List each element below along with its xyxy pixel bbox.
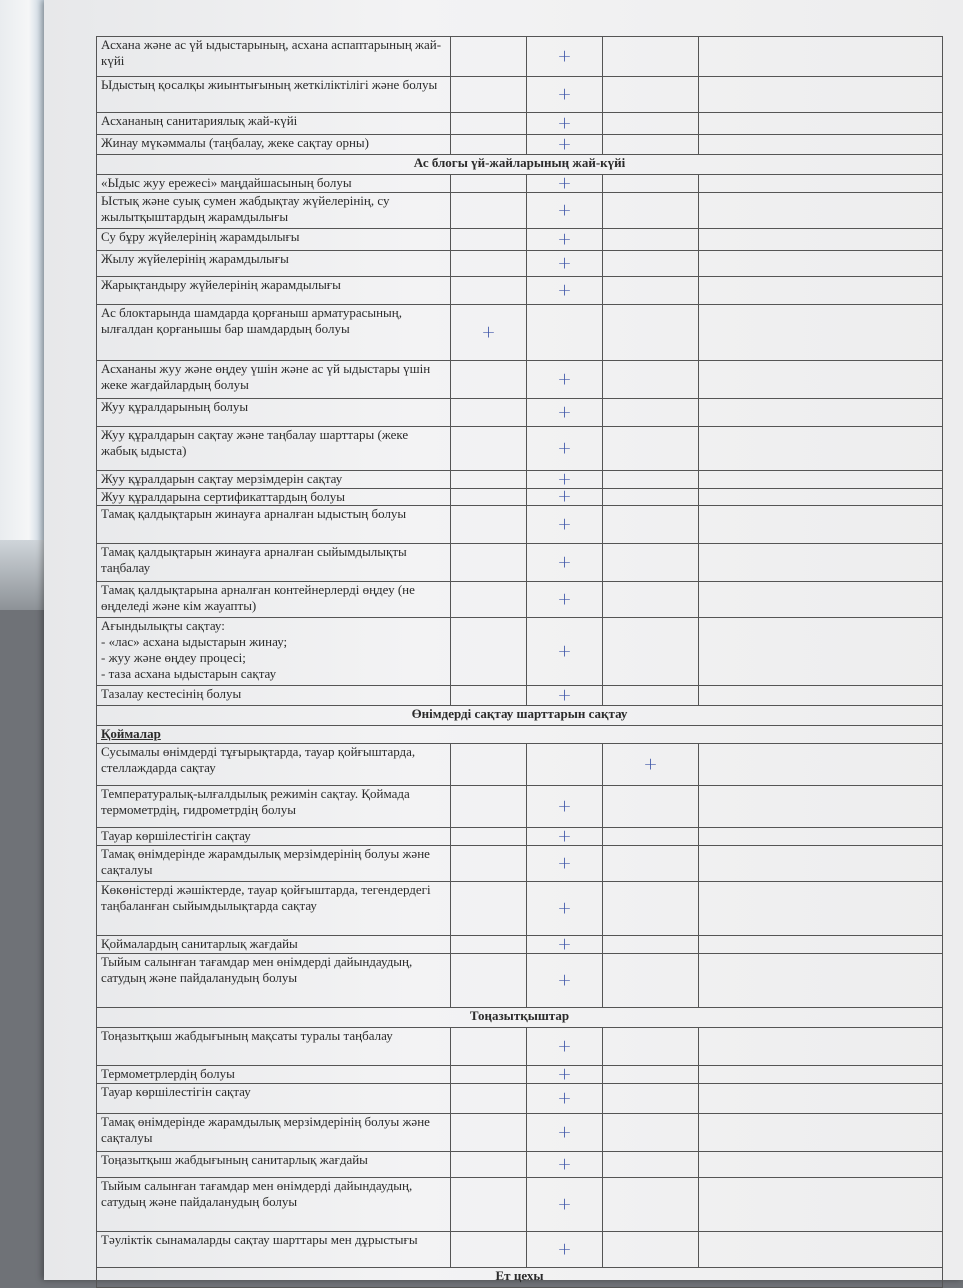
checklist-row xyxy=(97,229,943,251)
handwritten-plus-mark: + xyxy=(557,46,572,66)
criterion-text: Тоңазытқыш жабдығының санитарлық жағдайы xyxy=(97,1152,451,1178)
checklist-row xyxy=(97,113,943,135)
answer-cell xyxy=(527,618,603,686)
answer-cell xyxy=(451,882,527,936)
answer-cell xyxy=(451,361,527,399)
handwritten-plus-mark: + xyxy=(557,826,572,846)
answer-cell xyxy=(603,1084,699,1114)
answer-cell xyxy=(603,828,699,846)
answer-cell xyxy=(699,77,943,113)
answer-cell xyxy=(527,1028,603,1066)
answer-cell xyxy=(603,1232,699,1268)
handwritten-plus-mark: + xyxy=(557,1122,572,1142)
answer-cell xyxy=(527,37,603,77)
handwritten-plus-mark: + xyxy=(557,898,572,918)
answer-cell xyxy=(451,305,527,361)
answer-cell xyxy=(699,846,943,882)
answer-cell xyxy=(603,135,699,155)
answer-cell xyxy=(527,135,603,155)
criterion-text: Ағындылықты сақтау: - «лас» асхана ыдыстарын жинау; - жуу және өңдеу процесі; - таза асхана ыдыстарын сақтау xyxy=(97,618,451,686)
checklist-row xyxy=(97,544,943,582)
criterion-text: Ыдыстың қосалқы жиынтығының жеткіліктілігі және болуы xyxy=(97,77,451,113)
handwritten-plus-mark: + xyxy=(557,469,572,489)
answer-cell xyxy=(603,37,699,77)
criterion-text: Жуу құралдарын сақтау мерзімдерін сақтау xyxy=(97,471,451,489)
folder-edge xyxy=(0,540,48,610)
checklist-row xyxy=(97,193,943,229)
answer-cell xyxy=(603,361,699,399)
answer-cell xyxy=(527,1084,603,1114)
checklist-row xyxy=(97,471,943,489)
section-title: Тоңазытқыштар xyxy=(97,1008,943,1028)
answer-cell xyxy=(527,846,603,882)
checklist-row xyxy=(97,37,943,77)
answer-cell xyxy=(451,936,527,954)
handwritten-plus-mark: + xyxy=(557,113,572,133)
handwritten-plus-mark: + xyxy=(557,685,572,705)
answer-cell xyxy=(451,489,527,506)
checklist-row xyxy=(97,361,943,399)
answer-cell xyxy=(603,251,699,277)
section-title: Ас блогы үй-жайларының жай-күйі xyxy=(97,155,943,175)
section-header-row xyxy=(97,706,943,726)
handwritten-plus-mark: + xyxy=(557,402,572,422)
checklist-row xyxy=(97,618,943,686)
answer-cell xyxy=(699,193,943,229)
answer-cell xyxy=(603,1114,699,1152)
criterion-text: Жуу құралдарының болуы xyxy=(97,399,451,427)
answer-cell xyxy=(603,544,699,582)
checklist-row xyxy=(97,846,943,882)
checklist-row xyxy=(97,77,943,113)
criterion-text: Жинау мүкәммалы (таңбалау, жеке сақтау орны) xyxy=(97,135,451,155)
checklist-sheet xyxy=(44,0,963,1283)
criterion-text: Тамақ өнімдерінде жарамдылық мерзімдерінің болуы және сақталуы xyxy=(97,846,451,882)
answer-cell xyxy=(699,361,943,399)
answer-cell xyxy=(603,506,699,544)
handwritten-plus-mark: + xyxy=(557,438,572,458)
answer-cell xyxy=(699,277,943,305)
answer-cell xyxy=(603,686,699,706)
answer-cell xyxy=(451,686,527,706)
answer-cell xyxy=(527,954,603,1008)
answer-cell xyxy=(699,506,943,544)
checklist-row xyxy=(97,399,943,427)
handwritten-plus-mark: + xyxy=(643,754,658,774)
criterion-text: Тамақ өнімдерінде жарамдылық мерзімдерінің болуы және сақталуы xyxy=(97,1114,451,1152)
answer-cell xyxy=(451,175,527,193)
answer-cell xyxy=(603,786,699,828)
handwritten-plus-mark: + xyxy=(557,641,572,661)
answer-cell xyxy=(603,77,699,113)
handwritten-plus-mark: + xyxy=(557,229,572,249)
handwritten-plus-mark: + xyxy=(557,514,572,534)
criterion-text: Көкөністерді жәшіктерде, тауар қойғыштарда, тегендердегі таңбаланған сыйымдылықтарда сақтау xyxy=(97,882,451,936)
handwritten-plus-mark: + xyxy=(557,1239,572,1259)
answer-cell xyxy=(699,1178,943,1232)
checklist-row xyxy=(97,1084,943,1114)
answer-cell xyxy=(527,744,603,786)
checklist-row xyxy=(97,1232,943,1268)
answer-cell xyxy=(699,618,943,686)
answer-cell xyxy=(527,828,603,846)
answer-cell xyxy=(451,786,527,828)
answer-cell xyxy=(699,936,943,954)
handwritten-plus-mark: + xyxy=(557,280,572,300)
checklist-row xyxy=(97,277,943,305)
criterion-text: Температуралық-ылғалдылық режимін сақтау. Қоймада термометрдің, гидрометрдің болуы xyxy=(97,786,451,828)
answer-cell xyxy=(699,37,943,77)
answer-cell xyxy=(527,305,603,361)
handwritten-plus-mark: + xyxy=(557,1194,572,1214)
answer-cell xyxy=(527,113,603,135)
checklist-row xyxy=(97,828,943,846)
answer-cell xyxy=(527,882,603,936)
handwritten-plus-mark: + xyxy=(557,486,572,507)
answer-cell xyxy=(527,786,603,828)
answer-cell xyxy=(527,229,603,251)
answer-cell xyxy=(527,1152,603,1178)
answer-cell xyxy=(603,846,699,882)
answer-cell xyxy=(699,1232,943,1268)
answer-cell xyxy=(451,744,527,786)
section-header-row xyxy=(97,1268,943,1288)
answer-cell xyxy=(451,954,527,1008)
criterion-text: Тыйым салынған тағамдар мен өнімдерді дайындаудың, сатудың және пайдаланудың болуы xyxy=(97,1178,451,1232)
answer-cell xyxy=(699,1152,943,1178)
answer-cell xyxy=(527,1178,603,1232)
answer-cell xyxy=(603,305,699,361)
answer-cell xyxy=(451,471,527,489)
handwritten-plus-mark: + xyxy=(557,1064,572,1084)
answer-cell xyxy=(527,936,603,954)
checklist-row xyxy=(97,1152,943,1178)
section-header-row xyxy=(97,155,943,175)
subsection-title: Қоймалар xyxy=(97,726,943,744)
criterion-text: Тазалау кестесінің болуы xyxy=(97,686,451,706)
handwritten-plus-mark: + xyxy=(557,134,572,154)
criterion-text: Жарықтандыру жүйелерінің жарамдылығы xyxy=(97,277,451,305)
criterion-text: Асхананың санитариялық жай-күйі xyxy=(97,113,451,135)
handwritten-plus-mark: + xyxy=(557,934,572,954)
answer-cell xyxy=(527,251,603,277)
answer-cell xyxy=(603,175,699,193)
answer-cell xyxy=(451,506,527,544)
section-title: Ет цехы xyxy=(97,1268,943,1288)
answer-cell xyxy=(451,277,527,305)
answer-cell xyxy=(699,544,943,582)
answer-cell xyxy=(451,193,527,229)
answer-cell xyxy=(699,744,943,786)
criterion-text: Тауар көршілестігін сақтау xyxy=(97,1084,451,1114)
answer-cell xyxy=(527,506,603,544)
checklist-row xyxy=(97,582,943,618)
answer-cell xyxy=(527,1232,603,1268)
answer-cell xyxy=(603,954,699,1008)
criterion-text: Ыстық және суық сумен жабдықтау жүйелерінің, су жылытқыштардың жарамдылығы xyxy=(97,193,451,229)
answer-cell xyxy=(451,1152,527,1178)
answer-cell xyxy=(451,77,527,113)
answer-cell xyxy=(603,1178,699,1232)
handwritten-plus-mark: + xyxy=(557,1154,572,1174)
answer-cell xyxy=(603,882,699,936)
answer-cell xyxy=(603,193,699,229)
answer-cell xyxy=(603,1028,699,1066)
answer-cell xyxy=(451,582,527,618)
criterion-text: Жуу құралдарына сертификаттардың болуы xyxy=(97,489,451,506)
answer-cell xyxy=(699,489,943,506)
answer-cell xyxy=(603,936,699,954)
criterion-text: Тауар көршілестігін сақтау xyxy=(97,828,451,846)
checklist-row xyxy=(97,936,943,954)
answer-cell xyxy=(527,686,603,706)
answer-cell xyxy=(603,113,699,135)
answer-cell xyxy=(451,828,527,846)
answer-cell xyxy=(527,582,603,618)
answer-cell xyxy=(603,427,699,471)
answer-cell xyxy=(699,1084,943,1114)
criterion-text: Ас блоктарында шамдарда қорғаныш арматурасының, ылғалдан қорғанышы бар шамдардың болуы xyxy=(97,305,451,361)
answer-cell xyxy=(527,277,603,305)
answer-cell xyxy=(603,471,699,489)
answer-cell xyxy=(451,544,527,582)
answer-cell xyxy=(451,399,527,427)
criterion-text: Тамақ қалдықтарын жинауға арналған ыдыстың болуы xyxy=(97,506,451,544)
answer-cell xyxy=(603,582,699,618)
checklist-row xyxy=(97,251,943,277)
answer-cell xyxy=(527,1114,603,1152)
answer-cell xyxy=(699,427,943,471)
criterion-text: Қоймалардың санитарлық жағдайы xyxy=(97,936,451,954)
answer-cell xyxy=(603,229,699,251)
criterion-text: Тәуліктік сынамаларды сақтау шарттары мен дұрыстығы xyxy=(97,1232,451,1268)
checklist-row xyxy=(97,135,943,155)
answer-cell xyxy=(699,582,943,618)
answer-cell xyxy=(451,846,527,882)
answer-cell xyxy=(699,1066,943,1084)
answer-cell xyxy=(527,399,603,427)
handwritten-plus-mark: + xyxy=(557,796,572,816)
answer-cell xyxy=(451,427,527,471)
handwritten-plus-mark: + xyxy=(557,369,572,389)
checklist-row xyxy=(97,1028,943,1066)
checklist-row xyxy=(97,882,943,936)
handwritten-plus-mark: + xyxy=(557,84,572,104)
handwritten-plus-mark: + xyxy=(557,970,572,990)
answer-cell xyxy=(699,305,943,361)
answer-cell xyxy=(699,686,943,706)
handwritten-plus-mark: + xyxy=(557,253,572,273)
criterion-text: Асхананы жуу және өңдеу үшін және ас үй ыдыстары үшін жеке жағдайлардың болуы xyxy=(97,361,451,399)
inspection-checklist-table xyxy=(96,36,943,1288)
handwritten-plus-mark: + xyxy=(557,853,572,873)
section-title: Өнімдерді сақтау шарттарын сақтау xyxy=(97,706,943,726)
criterion-text: Жылу жүйелерінің жарамдылығы xyxy=(97,251,451,277)
checklist-row xyxy=(97,506,943,544)
criterion-text: Жуу құралдарын сақтау және таңбалау шарттары (жеке жабық ыдыста) xyxy=(97,427,451,471)
answer-cell xyxy=(527,193,603,229)
answer-cell xyxy=(527,486,603,507)
checklist-row xyxy=(97,686,943,706)
checklist-row xyxy=(97,305,943,361)
criterion-text: Тамақ қалдықтарына арналған контейнерлерді өңдеу (не өңделеді және кім жауапты) xyxy=(97,582,451,618)
criterion-text: Тамақ қалдықтарын жинауға арналған сыйымдылықты таңбалау xyxy=(97,544,451,582)
handwritten-plus-mark: + xyxy=(557,173,572,193)
handwritten-plus-mark: + xyxy=(557,552,572,572)
answer-cell xyxy=(451,113,527,135)
answer-cell xyxy=(699,828,943,846)
answer-cell xyxy=(451,135,527,155)
answer-cell xyxy=(451,1084,527,1114)
answer-cell xyxy=(451,229,527,251)
answer-cell xyxy=(699,1028,943,1066)
answer-cell xyxy=(451,37,527,77)
answer-cell xyxy=(451,1028,527,1066)
answer-cell xyxy=(527,1066,603,1084)
checklist-row xyxy=(97,1066,943,1084)
answer-cell xyxy=(699,399,943,427)
answer-cell xyxy=(527,175,603,193)
criterion-text: Термометрлердің болуы xyxy=(97,1066,451,1084)
checklist-row xyxy=(97,1114,943,1152)
answer-cell xyxy=(603,489,699,506)
criterion-text: Тоңазытқыш жабдығының мақсаты туралы таңбалау xyxy=(97,1028,451,1066)
checklist-row xyxy=(97,786,943,828)
answer-cell xyxy=(527,427,603,471)
answer-cell xyxy=(603,1152,699,1178)
handwritten-plus-mark: + xyxy=(557,589,572,609)
answer-cell xyxy=(451,1178,527,1232)
answer-cell xyxy=(451,251,527,277)
answer-cell xyxy=(699,471,943,489)
answer-cell xyxy=(603,399,699,427)
answer-cell xyxy=(603,744,699,786)
handwritten-plus-mark: + xyxy=(481,322,496,342)
checklist-row xyxy=(97,175,943,193)
answer-cell xyxy=(699,786,943,828)
criterion-text: «Ыдыс жуу ережесі» маңдайшасының болуы xyxy=(97,175,451,193)
checklist-row xyxy=(97,427,943,471)
checklist-row xyxy=(97,489,943,506)
answer-cell xyxy=(699,251,943,277)
handwritten-plus-mark: + xyxy=(557,200,572,220)
answer-cell xyxy=(603,618,699,686)
answer-cell xyxy=(699,954,943,1008)
criterion-text: Сусымалы өнімдерді тұғырықтарда, тауар қойғыштарда, стеллаждарда сақтау xyxy=(97,744,451,786)
criterion-text: Асхана және ас үй ыдыстарының, асхана аспаптарының жай-күйі xyxy=(97,37,451,77)
answer-cell xyxy=(699,882,943,936)
checklist-row xyxy=(97,744,943,786)
answer-cell xyxy=(699,135,943,155)
answer-cell xyxy=(603,277,699,305)
answer-cell xyxy=(527,77,603,113)
answer-cell xyxy=(527,361,603,399)
answer-cell xyxy=(699,113,943,135)
answer-cell xyxy=(527,544,603,582)
answer-cell xyxy=(451,1114,527,1152)
handwritten-plus-mark: + xyxy=(557,1036,572,1056)
answer-cell xyxy=(451,1232,527,1268)
criterion-text: Су бұру жүйелерінің жарамдылығы xyxy=(97,229,451,251)
subsection-header-row xyxy=(97,726,943,744)
handwritten-plus-mark: + xyxy=(557,1088,572,1108)
answer-cell xyxy=(451,1066,527,1084)
answer-cell xyxy=(699,229,943,251)
criterion-text: Тыйым салынған тағамдар мен өнімдерді дайындаудың, сатудың және пайдаланудың болуы xyxy=(97,954,451,1008)
answer-cell xyxy=(699,1114,943,1152)
answer-cell xyxy=(603,1066,699,1084)
checklist-row xyxy=(97,1178,943,1232)
section-header-row xyxy=(97,1008,943,1028)
answer-cell xyxy=(451,618,527,686)
checklist-row xyxy=(97,954,943,1008)
answer-cell xyxy=(699,175,943,193)
